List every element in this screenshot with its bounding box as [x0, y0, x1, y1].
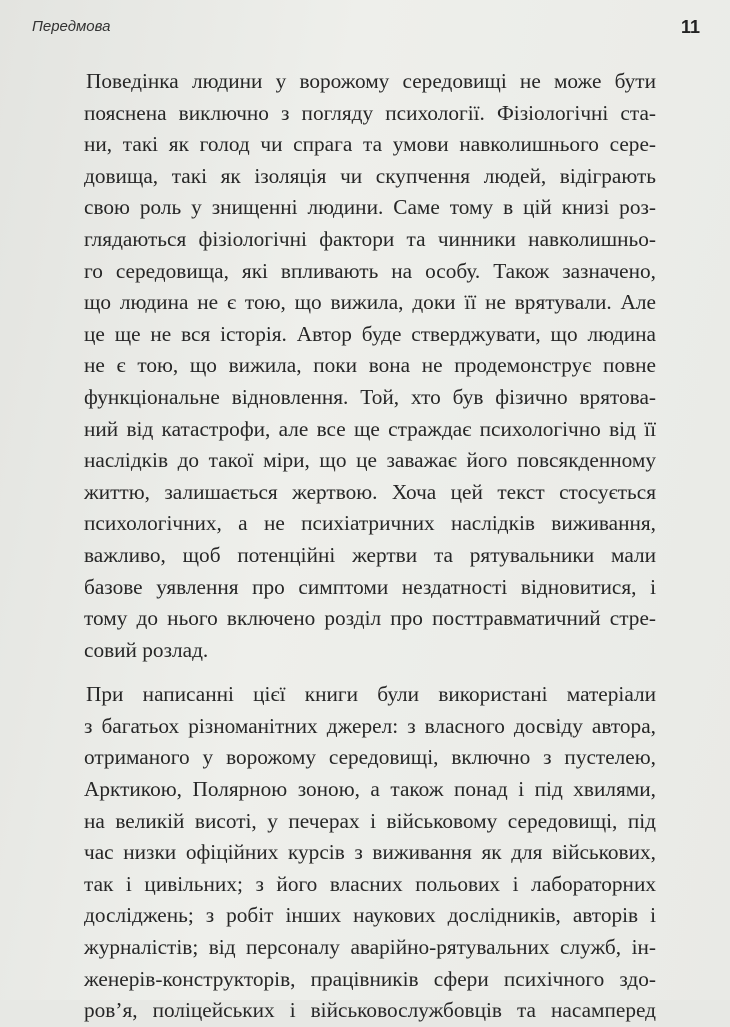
text-line: життю, залишається жертвою. Хоча цей текст стосується	[84, 479, 656, 504]
text-line: досліджень; з робіт інших наукових дослідників, авторів і	[84, 903, 656, 928]
text-line: так і цивільних; з його власних польових і лабораторних	[84, 871, 656, 896]
text-line: Арктикою, Полярною зоною, а також понад і під хвилями,	[84, 777, 656, 802]
text-line: час низки офіційних курсів з виживання як для військових,	[84, 840, 656, 865]
paragraph	[84, 679, 656, 1027]
text-line: це ще не вся історія. Автор буде стверджувати, що людина	[84, 321, 656, 346]
text-line: пояснена виключно з погляду психології. Фізіологічні ста-	[84, 100, 656, 125]
text-line: ний від катастрофи, але все ще страждає психологічно від її	[84, 416, 656, 441]
text-line: отриманого у ворожому середовищі, включно з пустелею,	[84, 745, 656, 770]
text-line: ров’я, поліцейських і військовослужбовців та насамперед	[84, 998, 656, 1023]
text-line: що людина не є тою, що вижила, доки її не врятували. Але	[84, 290, 656, 315]
paragraph-gap	[84, 666, 656, 679]
text-line: на великій висоті, у печерах і військовому середовищі, під	[84, 808, 656, 833]
text-line: При написанні цієї книги були використані матеріали	[86, 682, 656, 707]
text-line: ни, такі як голод чи спрага та умови навколишнього сере-	[84, 132, 656, 157]
text-line: глядаються фізіологічні фактори та чинники навколишньо-	[84, 226, 656, 251]
text-line: совий розлад.	[84, 637, 209, 662]
text-line: психологічних, а не психіатричних наслідків виживання,	[84, 511, 656, 536]
paragraph	[84, 66, 656, 666]
text-line: журналістів; від персоналу аварійно-рятувальних служб, ін-	[84, 935, 656, 960]
page-number: 11	[680, 17, 700, 37]
text-line: наслідків до такої міри, що це заважає його повсякденному	[84, 448, 656, 473]
text-line: Поведінка людини у ворожому середовищі не може бути	[86, 69, 656, 93]
text-line: го середовища, які впливають на особу. Також зазначено,	[84, 258, 656, 283]
body-text	[84, 66, 656, 1027]
text-line: довища, такі як ізоляція чи скупчення людей, відіграють	[84, 163, 656, 188]
text-line: важливо, щоб потенційні жертви та рятувальники мали	[84, 542, 656, 567]
text-line: з багатьох різноманітних джерел: з власного досвіду автора,	[84, 713, 656, 738]
text-line: не є тою, що вижила, поки вона не продемонструє повне	[84, 353, 656, 378]
text-line: базове уявлення про симптоми нездатності відновитися, і	[84, 574, 656, 599]
text-line: свою роль у знищенні людини. Саме тому в цій книзі роз-	[84, 195, 656, 220]
text-line: женерів-конструкторів, працівників сфери психічного здо-	[84, 966, 656, 991]
text-line: тому до нього включено розділ про посттравматичний стре-	[84, 606, 656, 631]
text-line: функціональне відновлення. Той, хто був фізично врятова-	[84, 384, 656, 409]
section-title: Передмова	[32, 18, 111, 35]
